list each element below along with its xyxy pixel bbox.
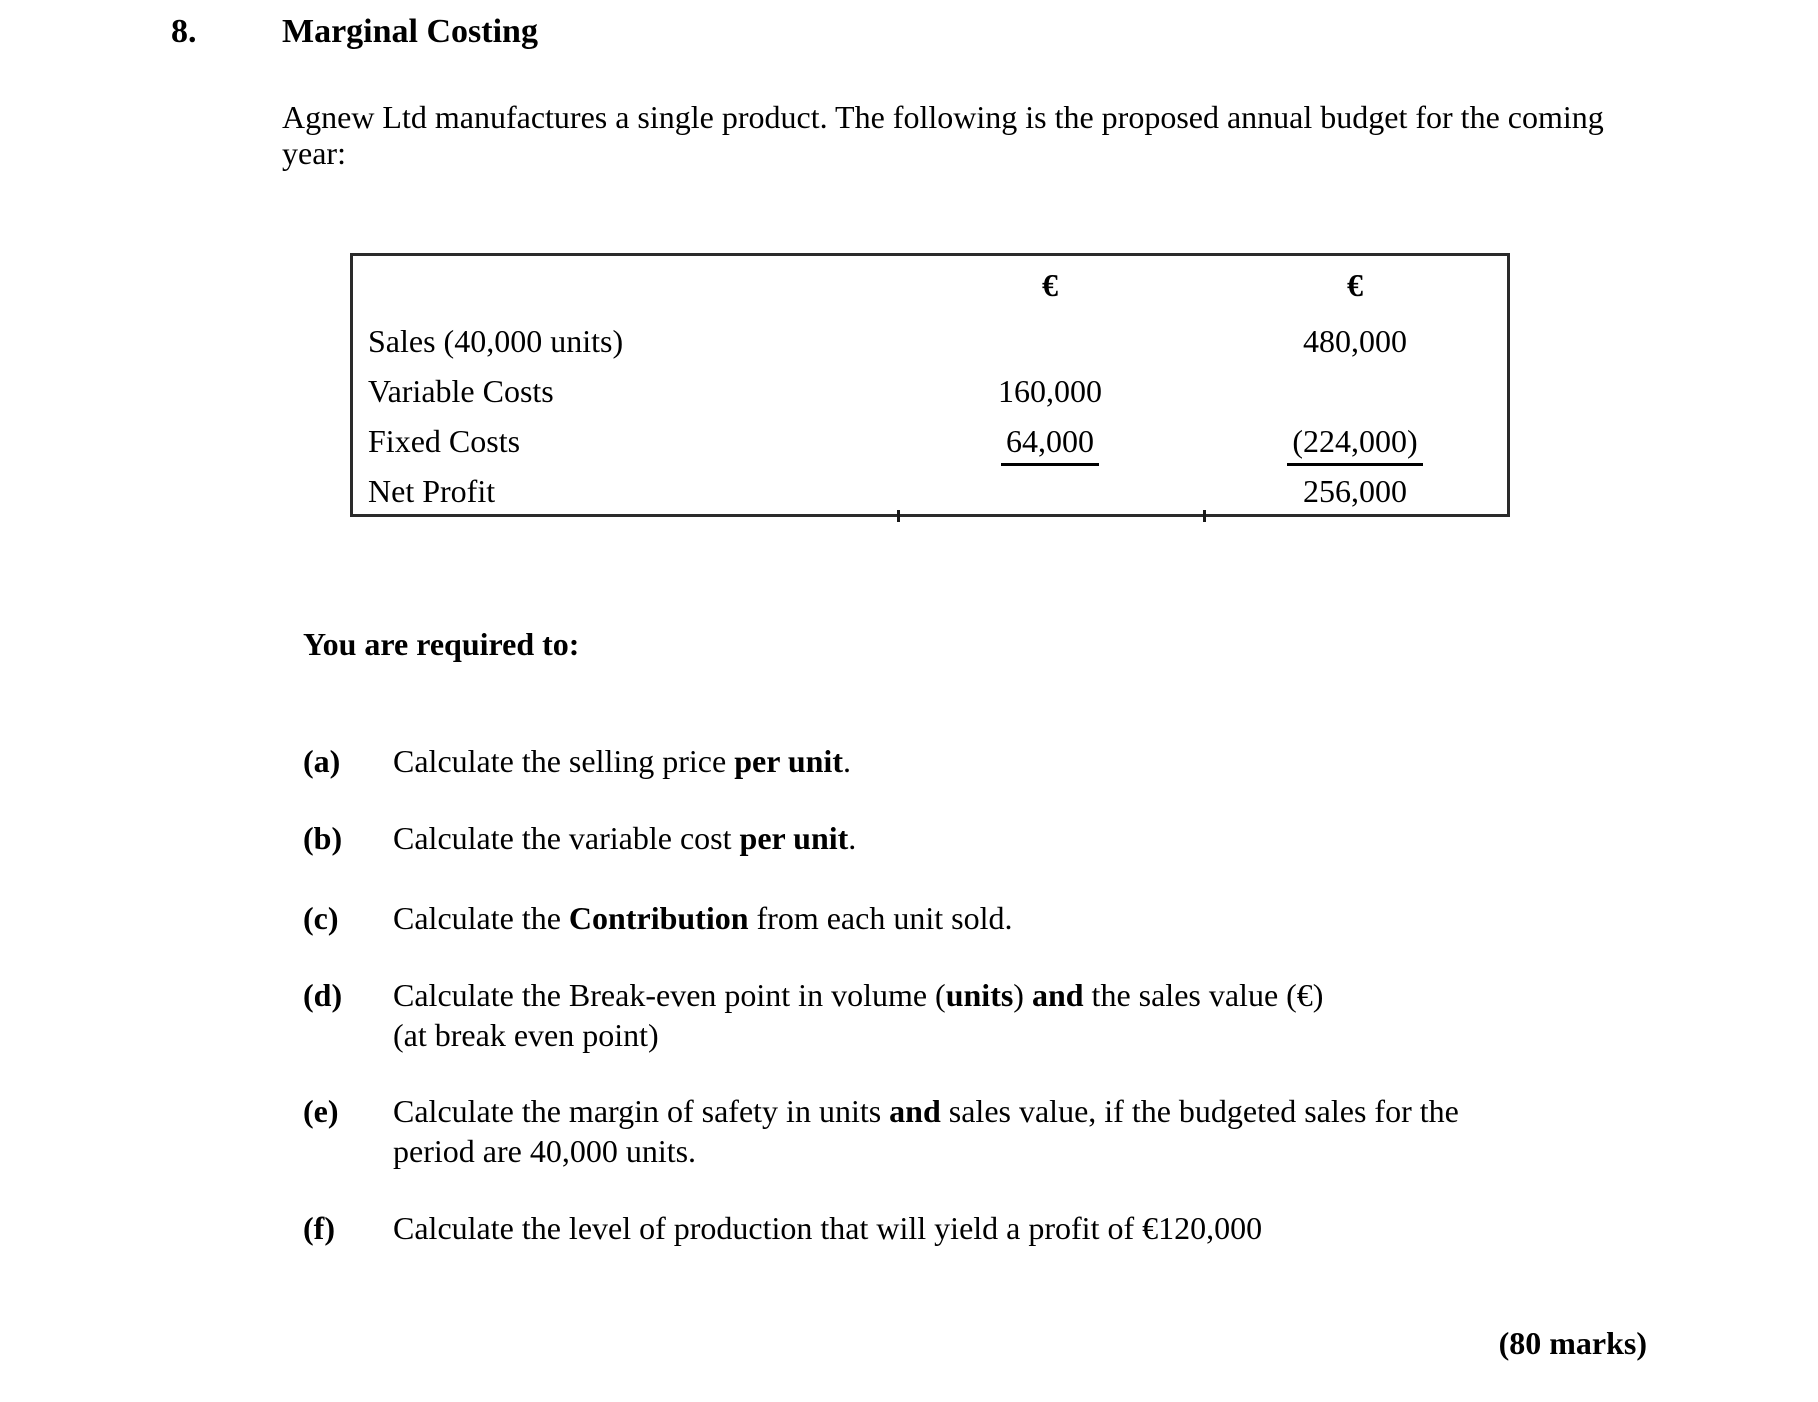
fixed-costs-col2-underlined: (224,000) — [1287, 423, 1422, 466]
row-label-net-profit: Net Profit — [368, 473, 496, 509]
sales-col2-value: 480,000 — [1303, 323, 1407, 359]
table-row-net-profit — [353, 470, 1507, 512]
sales-col1-value — [897, 320, 1203, 362]
fixed-costs-col1-value — [897, 420, 1203, 466]
variable-costs-col2-value — [1203, 370, 1507, 412]
item-b-label: (b) — [303, 820, 343, 856]
item-c-text: Calculate the Contribution from each unit sold. — [393, 900, 1013, 936]
item-c-label: (c) — [303, 900, 339, 936]
currency-header-col1: € — [1042, 267, 1058, 303]
total-marks: (80 marks) — [1498, 1325, 1647, 1361]
table-currency-header-row — [353, 264, 1507, 306]
requirement-item-a — [303, 741, 1743, 781]
requirement-item-b — [303, 818, 1743, 858]
requirements-heading: You are required to: — [303, 626, 580, 662]
table-header-empty-cell — [353, 264, 897, 306]
requirement-item-e — [303, 1091, 1743, 1171]
item-d-text: Calculate the Break-even point in volume (units) and the sales value (€) (at break even point) — [393, 977, 1324, 1053]
table-row-fixed-costs — [353, 420, 1507, 462]
net-profit-col1-value — [897, 470, 1203, 512]
requirement-item-c — [303, 898, 1743, 938]
table-bottom-tick-2 — [1203, 510, 1206, 522]
row-label-variable-costs: Variable Costs — [368, 373, 554, 409]
variable-costs-col1-value: 160,000 — [998, 373, 1102, 409]
item-a-text: Calculate the selling price per unit. — [393, 743, 851, 779]
budget-table — [350, 253, 1510, 517]
item-e-text: Calculate the margin of safety in units and sales value, if the budgeted sales for the period are 40,000 units. — [393, 1093, 1459, 1169]
table-row-sales — [353, 320, 1507, 362]
fixed-costs-col1-underlined: 64,000 — [1001, 423, 1099, 466]
net-profit-col2-value: 256,000 — [1303, 473, 1407, 509]
currency-header-col2: € — [1347, 267, 1363, 303]
requirement-item-d — [303, 975, 1743, 1055]
item-d-label: (d) — [303, 977, 343, 1013]
item-f-text: Calculate the level of production that will yield a profit of €120,000 — [393, 1210, 1263, 1246]
question-title: Marginal Costing — [282, 13, 538, 50]
item-b-text: Calculate the variable cost per unit. — [393, 820, 857, 856]
requirement-item-f — [303, 1208, 1743, 1248]
table-bottom-tick-1 — [897, 510, 900, 522]
item-a-label: (a) — [303, 743, 341, 779]
fixed-costs-col2-value — [1203, 420, 1507, 466]
row-label-sales: Sales (40,000 units) — [368, 323, 624, 359]
question-number: 8. — [171, 13, 197, 50]
row-label-fixed-costs: Fixed Costs — [368, 423, 521, 459]
table-row-variable-costs — [353, 370, 1507, 412]
item-f-label: (f) — [303, 1210, 335, 1246]
item-e-label: (e) — [303, 1093, 339, 1129]
intro-paragraph: Agnew Ltd manufactures a single product. The following is the proposed annual budget for the coming year: — [282, 99, 1604, 171]
